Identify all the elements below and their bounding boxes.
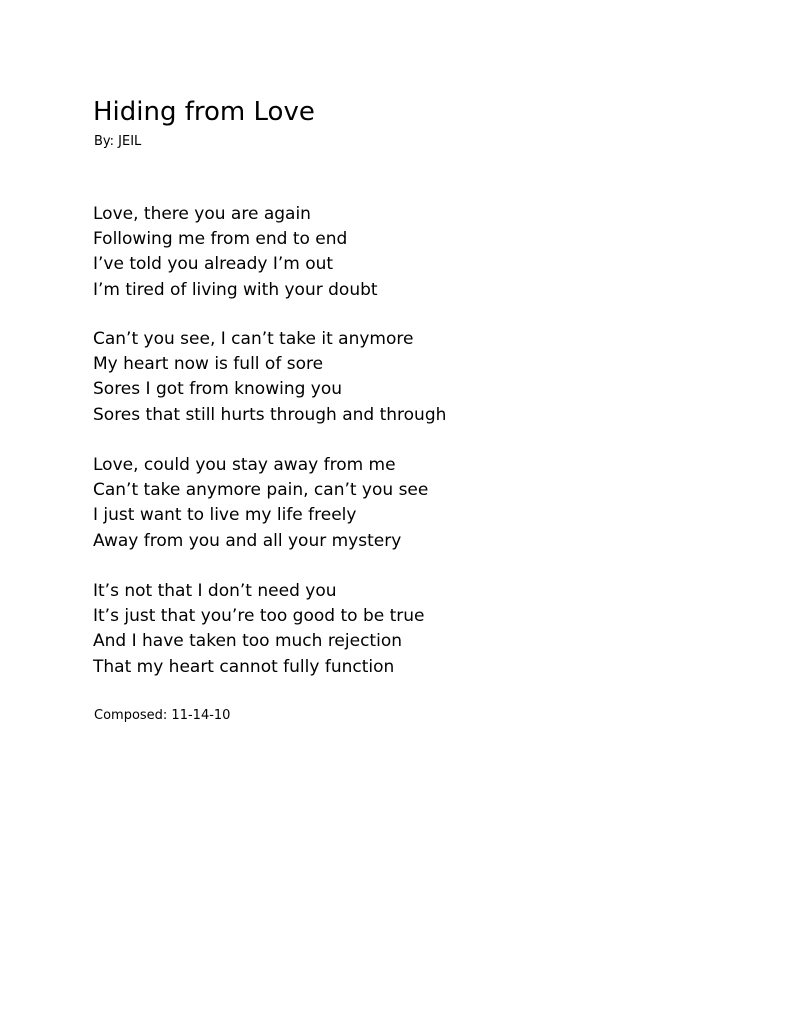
poem-line: Away from you and all your mystery bbox=[93, 530, 402, 551]
poem-title: Hiding from Love bbox=[93, 97, 315, 127]
poem-line: And I have taken too much rejection bbox=[93, 631, 402, 652]
poem-line: I’ve told you already I’m out bbox=[93, 254, 334, 275]
stanza-3 bbox=[93, 453, 428, 554]
poem-line: Sores that still hurts through and through bbox=[93, 404, 447, 425]
poem-line: Can’t take anymore pain, can’t you see bbox=[93, 480, 429, 501]
poem-line: My heart now is full of sore bbox=[93, 354, 324, 375]
poem-line: That my heart cannot fully function bbox=[93, 656, 395, 677]
poem-line: It’s not that I don’t need you bbox=[93, 581, 337, 601]
poem-line: I just want to live my life freely bbox=[93, 505, 357, 526]
poem-line: I’m tired of living with your doubt bbox=[93, 279, 378, 300]
poem-line: Love, could you stay away from me bbox=[93, 455, 396, 475]
composed-date: Composed: 11-14-10 bbox=[94, 708, 231, 723]
stanza-1 bbox=[93, 202, 378, 303]
poem-line: It’s just that you’re too good to be true bbox=[93, 606, 425, 627]
poem-line: Sores I got from knowing you bbox=[93, 379, 343, 400]
stanza-4 bbox=[93, 579, 424, 680]
poem-line: Love, there you are again bbox=[93, 204, 311, 224]
poem-line: Can’t you see, I can’t take it anymore bbox=[93, 329, 414, 349]
stanza-2 bbox=[93, 327, 446, 428]
poem-line: Following me from end to end bbox=[93, 229, 348, 250]
author-byline: By: JEIL bbox=[94, 134, 142, 149]
